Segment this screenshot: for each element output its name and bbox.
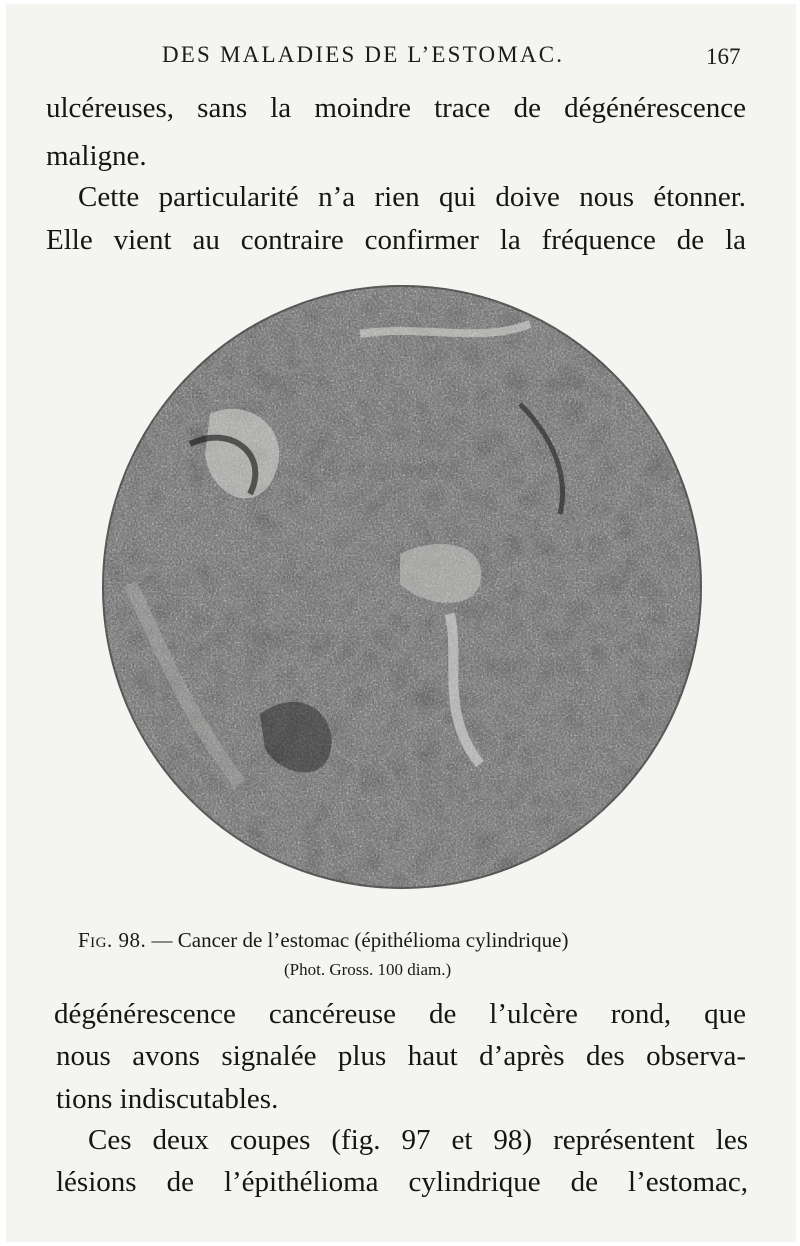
text-line: ulcéreuses, sans la moindre trace de dégénérescence [46,92,746,124]
figure-caption-text: — Cancer de l’estomac (épithélioma cylindrique) [146,928,569,952]
text-line: lésions de l’épithélioma cylindrique de l’estomac, [56,1166,748,1198]
text-line: Ces deux coupes (fig. 97 et 98) représentent les [88,1124,748,1156]
figure-caption [78,928,568,953]
page-number: 167 [706,44,741,69]
text-line: dégénérescence cancéreuse de l’ulcère rond, que [54,998,746,1030]
micrograph-figure [100,284,704,890]
text-line: maligne. [46,140,147,172]
text-line: nous avons signalée plus haut d’après des observa- [56,1040,746,1072]
micrograph-image [100,284,704,890]
text-line: Cette particularité n’a rien qui doive nous étonner. [78,181,746,213]
running-title: DES MALADIES DE L’ESTOMAC. [162,42,565,67]
running-header [0,40,800,74]
figure-label: Fig. 98. [78,928,147,952]
text-line: Elle vient au contraire confirmer la fréquence de la [46,224,746,256]
text-line: tions indiscutables. [56,1083,279,1115]
figure-credit: (Phot. Gross. 100 diam.) [284,960,452,979]
